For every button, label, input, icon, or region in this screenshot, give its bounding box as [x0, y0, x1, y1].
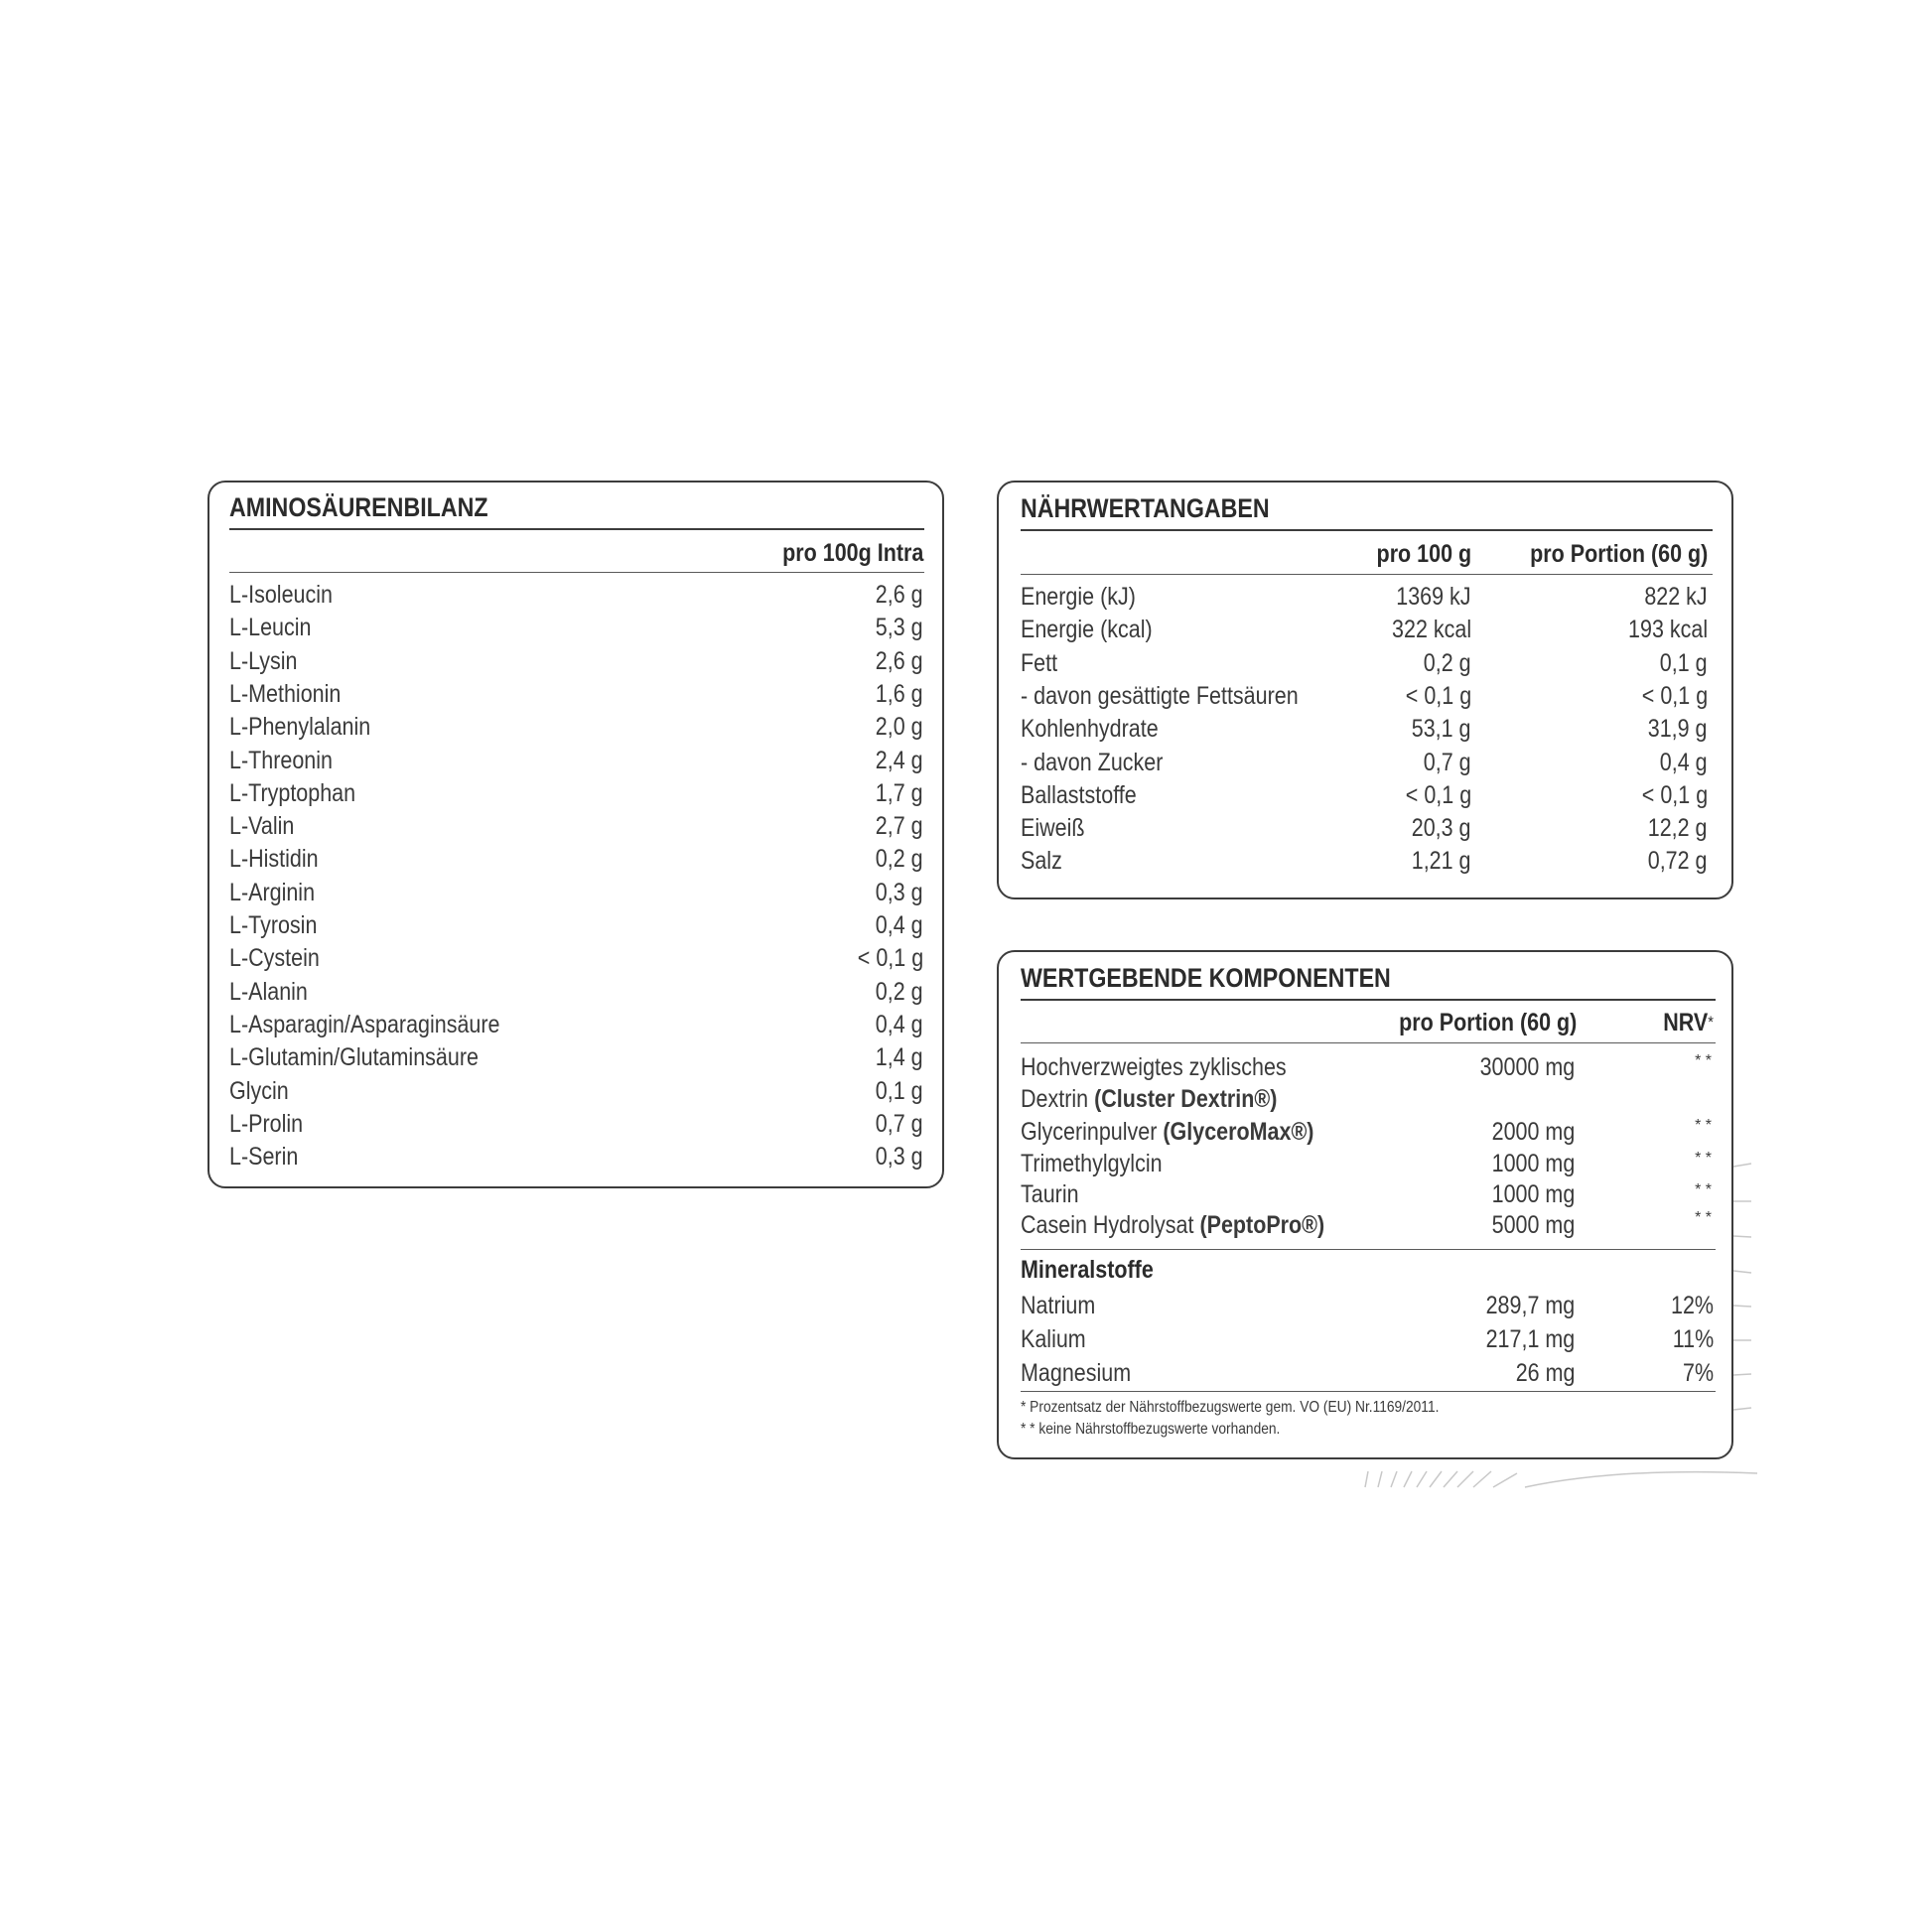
- amino-acid-name: Glycin: [229, 1077, 289, 1105]
- component-value-taurin: 1000 mg: [1491, 1180, 1575, 1208]
- bottom-hatch-decoration: [1360, 1459, 1777, 1489]
- amino-acid-value: 0,3 g: [876, 1143, 923, 1171]
- nutrition-row-name: - davon Zucker: [1021, 749, 1164, 776]
- nutrition-row-per100g: 0,2 g: [1424, 649, 1471, 677]
- component-nrv-glyceromax: * *: [1695, 1117, 1712, 1134]
- component-nrv-taurin: * *: [1695, 1181, 1712, 1198]
- nutrition-row-per-portion: 193 kcal: [1627, 616, 1708, 643]
- component-nrv-cluster-dextrin: * *: [1695, 1052, 1712, 1069]
- footnote-divider: [1021, 1391, 1716, 1392]
- amino-acid-value: 0,7 g: [876, 1110, 923, 1138]
- nutrition-row-per100g: 20,3 g: [1412, 814, 1471, 842]
- nutrition-col-per-portion: pro Portion (60 g): [1529, 540, 1708, 568]
- component-nrv-trimethylgylcin: * *: [1695, 1150, 1712, 1167]
- nutrition-row-per100g: 1369 kJ: [1396, 583, 1471, 611]
- nutrition-row-name: - davon gesättigte Fettsäuren: [1021, 682, 1299, 710]
- amino-title-rule: [229, 528, 924, 530]
- amino-acid-value: 0,3 g: [876, 879, 923, 906]
- amino-acid-name: L-Arginin: [229, 879, 316, 906]
- amino-acid-value: 2,6 g: [876, 647, 923, 675]
- glyceromax-plain: Glycerinpulver: [1021, 1118, 1164, 1146]
- component-name-glyceromax: [1021, 1117, 1313, 1147]
- component-name-trimethylgylcin: Trimethylgylcin: [1021, 1150, 1163, 1177]
- cluster-dextrin-brand: (Cluster Dextrin®): [1094, 1085, 1278, 1113]
- mineral-name-magnesium: Magnesium: [1021, 1359, 1132, 1387]
- mineral-nrv-magnesium: 7%: [1682, 1359, 1714, 1387]
- nutrition-header-rule: [1021, 574, 1713, 575]
- mineral-name-natrium: Natrium: [1021, 1292, 1096, 1319]
- amino-acid-title: AMINOSÄURENBILANZ: [229, 492, 488, 522]
- amino-acid-value: 1,7 g: [876, 779, 923, 807]
- amino-acid-value: 1,4 g: [876, 1043, 923, 1071]
- amino-acid-name: L-Serin: [229, 1143, 299, 1171]
- amino-acid-name: L-Threonin: [229, 747, 333, 774]
- nutrition-row-name: Energie (kcal): [1021, 616, 1153, 643]
- mineral-value-natrium: 289,7 mg: [1485, 1292, 1575, 1319]
- footnote-no-nrv: * * keine Nährstoffbezugswerte vorhanden.: [1021, 1421, 1281, 1438]
- nutrition-row-per100g: < 0,1 g: [1405, 781, 1471, 809]
- footnote-nrv: * Prozentsatz der Nährstoffbezugswerte gem. VO (EU) Nr.1169/2011.: [1021, 1399, 1440, 1416]
- nutrition-row-per100g: 322 kcal: [1391, 616, 1471, 643]
- nutrition-row-per100g: < 0,1 g: [1405, 682, 1471, 710]
- mineral-nrv-kalium: 11%: [1672, 1325, 1714, 1353]
- amino-acid-name: L-Asparagin/Asparaginsäure: [229, 1011, 500, 1038]
- nutrition-title: NÄHRWERTANGABEN: [1021, 493, 1270, 523]
- peptopro-plain: Casein Hydrolysat: [1021, 1211, 1200, 1239]
- component-value-peptopro: 5000 mg: [1491, 1211, 1575, 1239]
- amino-acid-value: 0,2 g: [876, 978, 923, 1006]
- nutrition-row-name: Energie (kJ): [1021, 583, 1136, 611]
- components-title-rule: [1021, 999, 1716, 1001]
- amino-header-rule: [229, 572, 924, 573]
- nutrition-title-rule: [1021, 529, 1713, 531]
- amino-acid-value: 2,6 g: [876, 581, 923, 609]
- mineral-nrv-natrium: 12%: [1670, 1292, 1714, 1319]
- amino-acid-value: 5,3 g: [876, 614, 923, 641]
- amino-acid-name: L-Histidin: [229, 845, 319, 873]
- amino-acid-value: 0,4 g: [876, 1011, 923, 1038]
- amino-acid-name: L-Tryptophan: [229, 779, 356, 807]
- component-name-taurin: Taurin: [1021, 1180, 1079, 1208]
- amino-acid-value: 1,6 g: [876, 680, 923, 708]
- amino-acid-name: L-Leucin: [229, 614, 312, 641]
- components-header-rule: [1021, 1042, 1716, 1043]
- amino-acid-name: L-Methionin: [229, 680, 342, 708]
- amino-acid-name: L-Phenylalanin: [229, 713, 371, 741]
- nrv-label: NRV: [1663, 1009, 1709, 1036]
- components-col-portion: pro Portion (60 g): [1398, 1009, 1577, 1036]
- nutrition-row-per-portion: 0,72 g: [1648, 847, 1708, 875]
- mineral-value-magnesium: 26 mg: [1515, 1359, 1575, 1387]
- component-value-trimethylgylcin: 1000 mg: [1491, 1150, 1575, 1177]
- nutrition-row-per-portion: 31,9 g: [1648, 715, 1708, 743]
- nutrition-row-per100g: 0,7 g: [1424, 749, 1471, 776]
- component-name-peptopro: [1021, 1210, 1324, 1240]
- nutrition-row-per-portion: 822 kJ: [1644, 583, 1708, 611]
- amino-acid-name: L-Alanin: [229, 978, 308, 1006]
- components-title: WERTGEBENDE KOMPONENTEN: [1021, 963, 1391, 993]
- nrv-asterisk: *: [1708, 1013, 1714, 1032]
- amino-acid-value: 2,7 g: [876, 812, 923, 840]
- minerals-heading: Mineralstoffe: [1021, 1256, 1154, 1284]
- amino-acid-value: 0,4 g: [876, 911, 923, 939]
- amino-acid-name: L-Cystein: [229, 944, 320, 972]
- mineral-value-kalium: 217,1 mg: [1485, 1325, 1575, 1353]
- nutrition-row-per-portion: < 0,1 g: [1641, 682, 1708, 710]
- nutrition-row-per100g: 53,1 g: [1412, 715, 1471, 743]
- nutrition-row-per-portion: 0,4 g: [1660, 749, 1708, 776]
- components-col-nrv: [1663, 1008, 1714, 1037]
- amino-acid-name: L-Glutamin/Glutaminsäure: [229, 1043, 479, 1071]
- amino-acid-name: L-Valin: [229, 812, 295, 840]
- nutrition-row-name: Ballaststoffe: [1021, 781, 1137, 809]
- nutrition-row-name: Fett: [1021, 649, 1058, 677]
- amino-acid-value: 0,1 g: [876, 1077, 923, 1105]
- amino-acid-name: L-Prolin: [229, 1110, 304, 1138]
- peptopro-brand: (PeptoPro®): [1199, 1211, 1325, 1239]
- nutrition-row-per-portion: 12,2 g: [1648, 814, 1708, 842]
- glyceromax-brand: (GlyceroMax®): [1163, 1118, 1314, 1146]
- component-name-cluster-dextrin-line2: [1021, 1084, 1277, 1114]
- amino-acid-name: L-Tyrosin: [229, 911, 318, 939]
- amino-acid-value: 2,4 g: [876, 747, 923, 774]
- nutrition-row-name: Kohlenhydrate: [1021, 715, 1159, 743]
- amino-column-header: pro 100g Intra: [781, 539, 923, 567]
- amino-acid-name: L-Isoleucin: [229, 581, 333, 609]
- nutrition-row-name: Eiweiß: [1021, 814, 1085, 842]
- nutrition-col-per100g: pro 100 g: [1376, 540, 1471, 568]
- nutrition-row-per-portion: 0,1 g: [1660, 649, 1708, 677]
- minerals-divider: [1021, 1249, 1716, 1250]
- nutrition-row-name: Salz: [1021, 847, 1062, 875]
- background-decoration: [1727, 1162, 1817, 1489]
- component-value-glyceromax: 2000 mg: [1491, 1118, 1575, 1146]
- nutrition-row-per-portion: < 0,1 g: [1641, 781, 1708, 809]
- amino-acid-value: 0,2 g: [876, 845, 923, 873]
- amino-acid-value: < 0,1 g: [857, 944, 923, 972]
- component-nrv-peptopro: * *: [1695, 1209, 1712, 1226]
- amino-acid-value: 2,0 g: [876, 713, 923, 741]
- amino-acid-name: L-Lysin: [229, 647, 298, 675]
- cluster-dextrin-plain: Dextrin: [1021, 1085, 1095, 1113]
- nutrition-row-per100g: 1,21 g: [1412, 847, 1471, 875]
- mineral-name-kalium: Kalium: [1021, 1325, 1086, 1353]
- component-value-cluster-dextrin: 30000 mg: [1479, 1053, 1575, 1081]
- component-name-cluster-dextrin: Hochverzweigtes zyklisches: [1021, 1053, 1287, 1081]
